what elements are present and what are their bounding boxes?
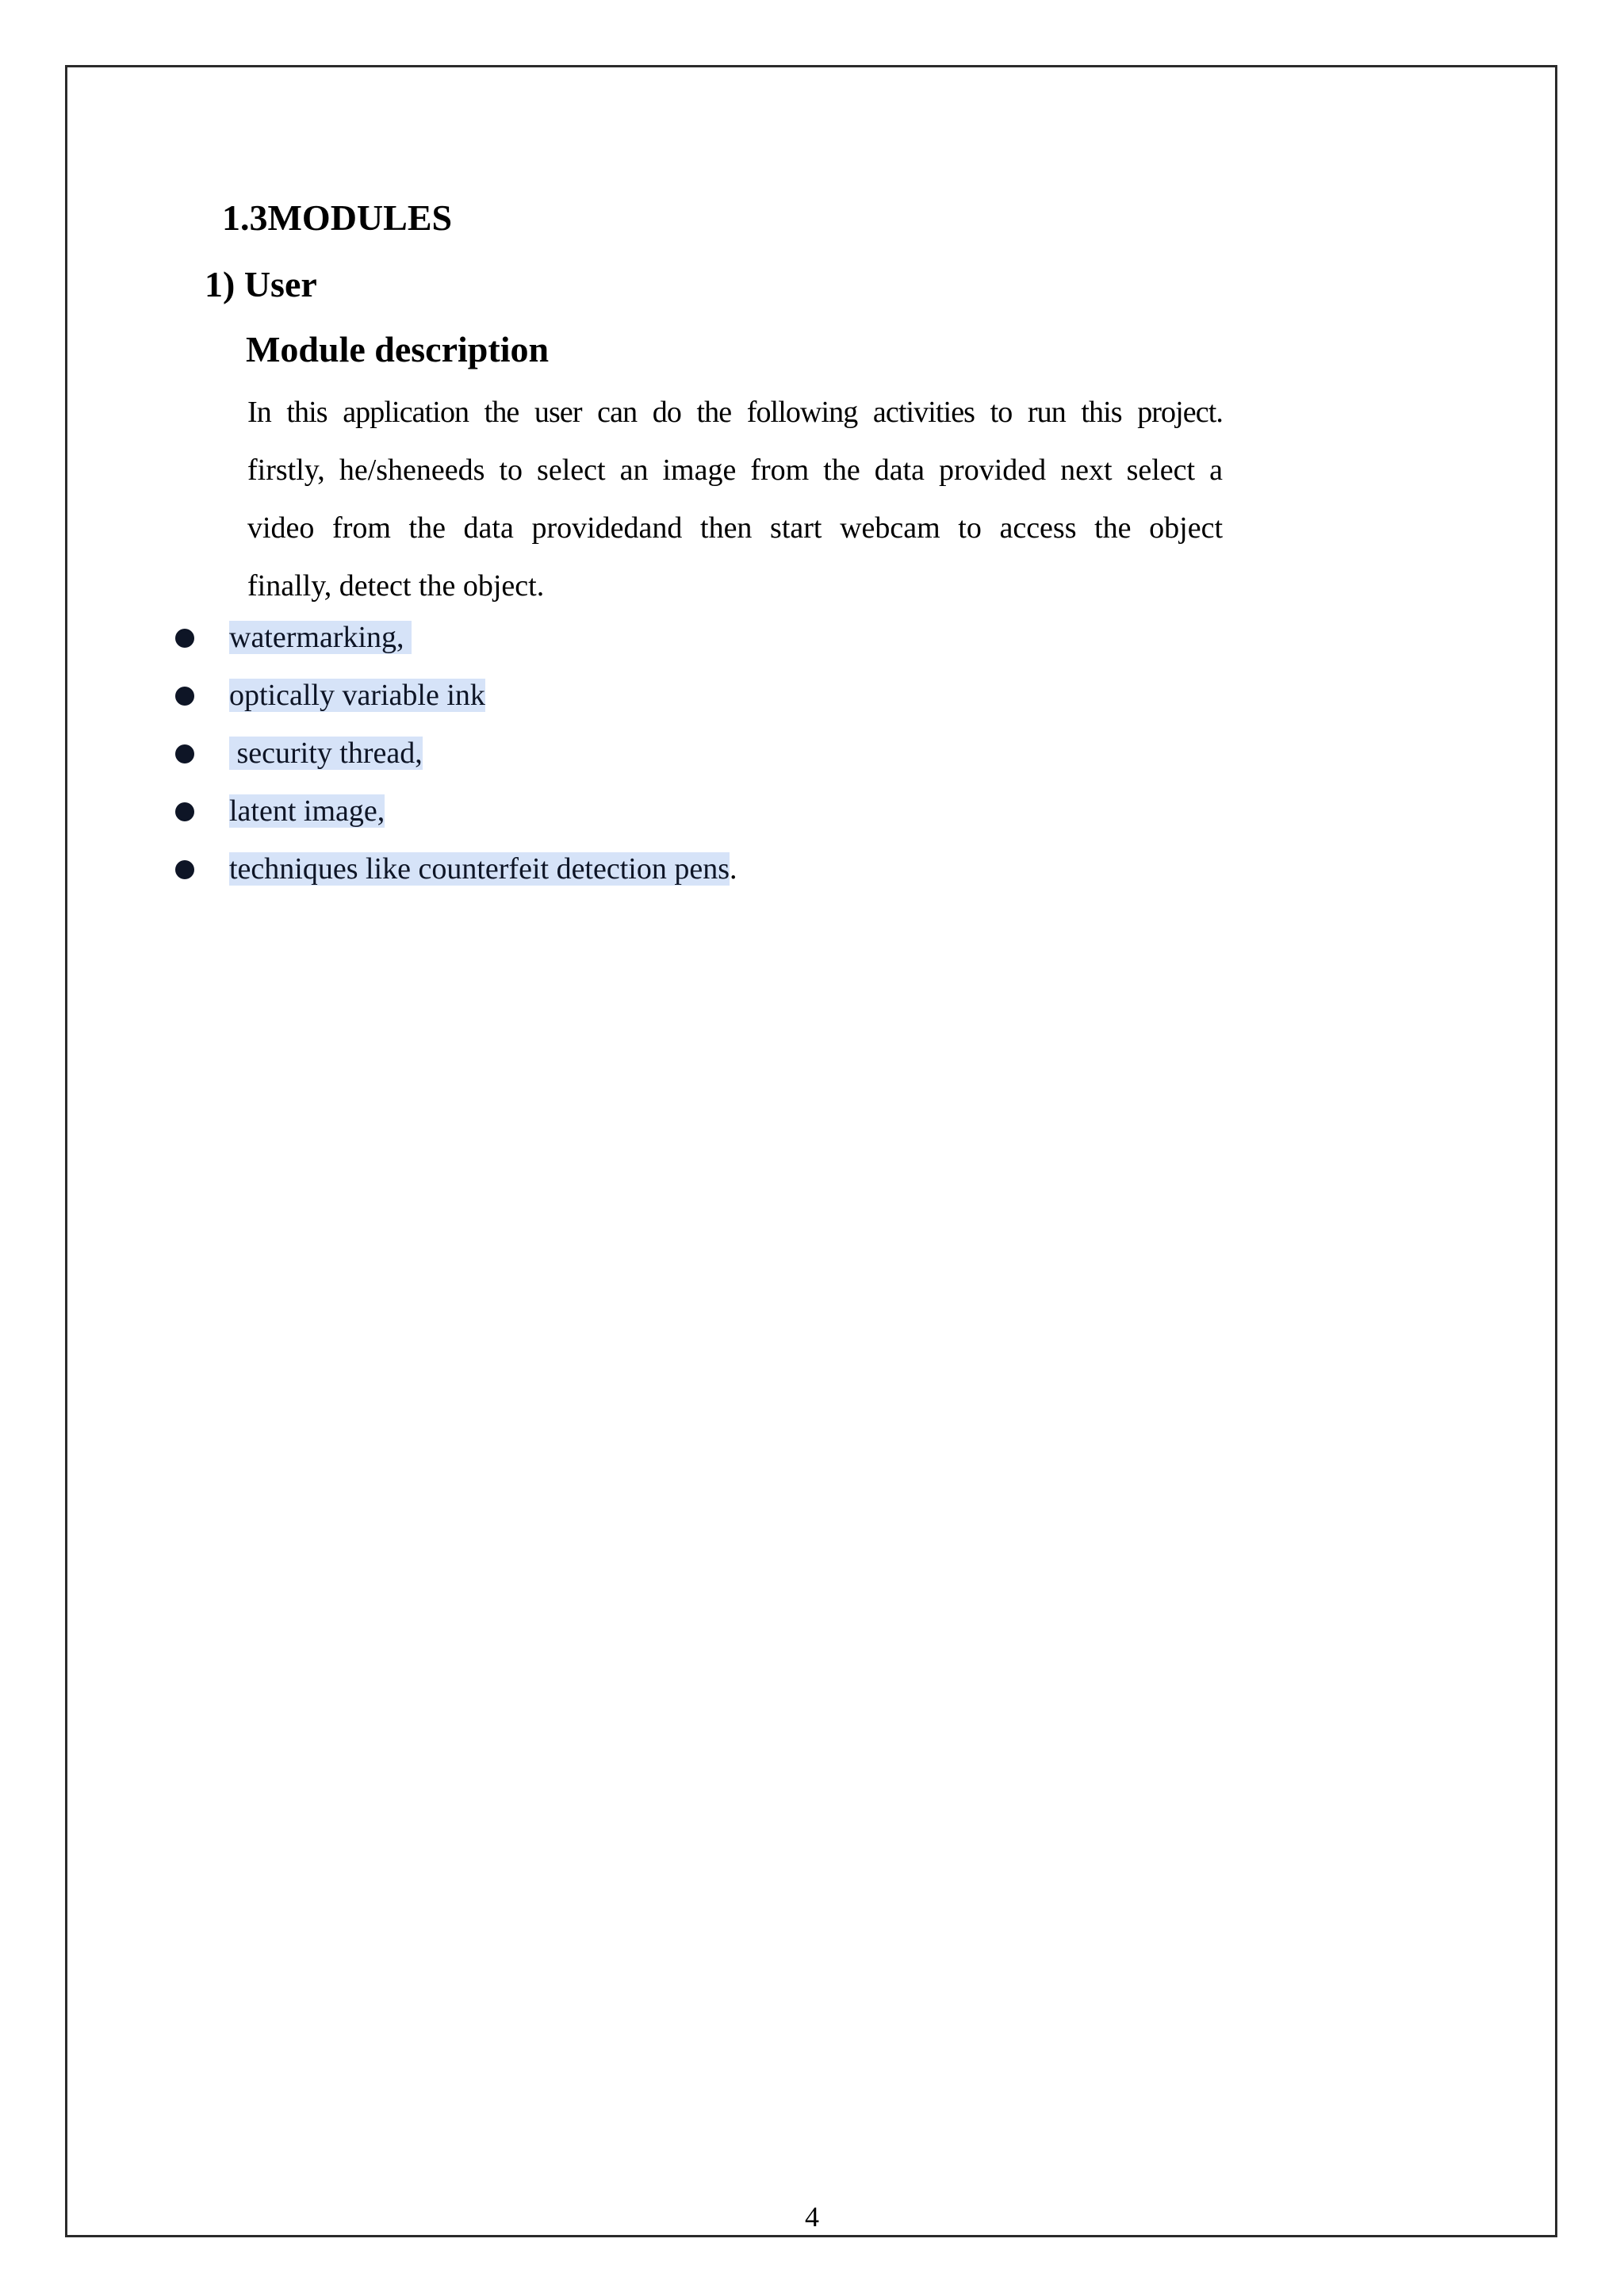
description-line: In this application the user can do the following activities to run this project. [247, 396, 1223, 429]
list-item [0, 725, 1624, 783]
list-item-suffix: . [730, 852, 737, 886]
list-item [0, 840, 1624, 898]
highlighted-text: techniques like counterfeit detection pens [229, 852, 730, 886]
bullet-icon [175, 860, 194, 879]
list-item [0, 667, 1624, 725]
list-item-text [229, 733, 423, 773]
highlighted-text: latent image, [229, 794, 385, 828]
section-heading: 1.3MODULES [222, 197, 453, 238]
list-item [0, 609, 1624, 667]
description-line: firstly, he/sheneeds to select an image from the data provided next select a [247, 453, 1223, 487]
highlighted-text: security thread, [229, 737, 423, 770]
list-item-text [229, 675, 485, 715]
list-item [0, 783, 1624, 840]
description-line: finally, detect the object. [247, 569, 545, 603]
bullet-icon [175, 744, 194, 763]
list-item-text [229, 791, 385, 831]
module-description-heading: Module description [246, 329, 550, 369]
highlighted-text: optically variable ink [229, 679, 485, 712]
bullet-list [0, 609, 1624, 898]
module-description-paragraph [247, 384, 1223, 615]
bullet-icon [175, 687, 194, 706]
sub-heading: 1) User [205, 264, 317, 304]
list-item-text [229, 849, 737, 889]
description-line: video from the data providedand then start webcam to access the object [247, 511, 1223, 545]
bullet-icon [175, 629, 194, 648]
highlighted-text: watermarking, [229, 621, 412, 654]
list-item-text [229, 618, 412, 657]
bullet-icon [175, 802, 194, 821]
page-number: 4 [805, 2201, 819, 2233]
